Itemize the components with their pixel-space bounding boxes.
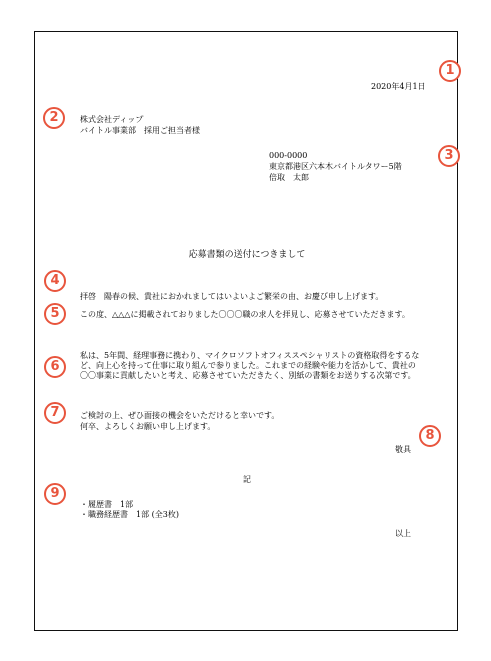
marker-6-badge: 6: [44, 356, 66, 378]
letter-page: [34, 31, 458, 631]
marker-5-badge: 5: [44, 303, 66, 325]
closing-line-1: ご検討の上、ぜひ面接の機会をいただけると幸いです。: [80, 411, 280, 420]
sender-address: 東京都港区六本木バイトルタワー5階: [269, 162, 402, 171]
enclosure-item: ・履歴書 1部: [80, 500, 134, 509]
recipient-department: バイトル事業部 採用ご担当者様: [80, 126, 200, 135]
marker-9-badge: 9: [44, 483, 66, 505]
paragraph-application: この度、△△△に掲載されておりました〇〇〇職の求人を拝見し、応募させていただきます。: [80, 310, 410, 319]
sender-name: 倍取 太郎: [269, 173, 309, 182]
paragraph-experience: 私は、5年間、経理事務に携わり、マイクロソフトオフィススペシャリストの資格取得をするなど、向上心を持って仕事に取り組んで参りました。これまでの経験や能力を活かして、貴社の〇〇事業に貢献したいと考え、応募させていただきたく、別紙の書類をお送りする次第です。: [80, 351, 420, 380]
closing-line-2: 何卒、よろしくお願い申し上げます。: [80, 422, 216, 431]
letter-title: 応募書類の送付につきまして: [188, 250, 306, 260]
marker-2-badge: 2: [43, 107, 65, 129]
sign-off: 敬具: [395, 445, 411, 454]
marker-8-badge: 8: [419, 425, 441, 447]
letter-date: 2020年4月1日: [371, 82, 426, 91]
marker-3-badge: 3: [438, 145, 460, 167]
marker-7-badge: 7: [44, 402, 66, 424]
recipient-company: 株式会社ディップ: [80, 115, 144, 124]
marker-1-badge: 1: [439, 60, 461, 82]
enclosure-item: ・職務経歴書 1部 (全3枚): [80, 510, 179, 519]
end-mark: 以上: [395, 529, 411, 538]
sender-postal-code: 000-0000: [269, 151, 308, 160]
ki-heading: 記: [243, 475, 251, 484]
marker-4-badge: 4: [44, 270, 66, 292]
greeting-line: 拝啓 陽春の候、貴社におかれましてはいよいよご繁栄の由、お慶び申し上げます。: [80, 292, 384, 301]
